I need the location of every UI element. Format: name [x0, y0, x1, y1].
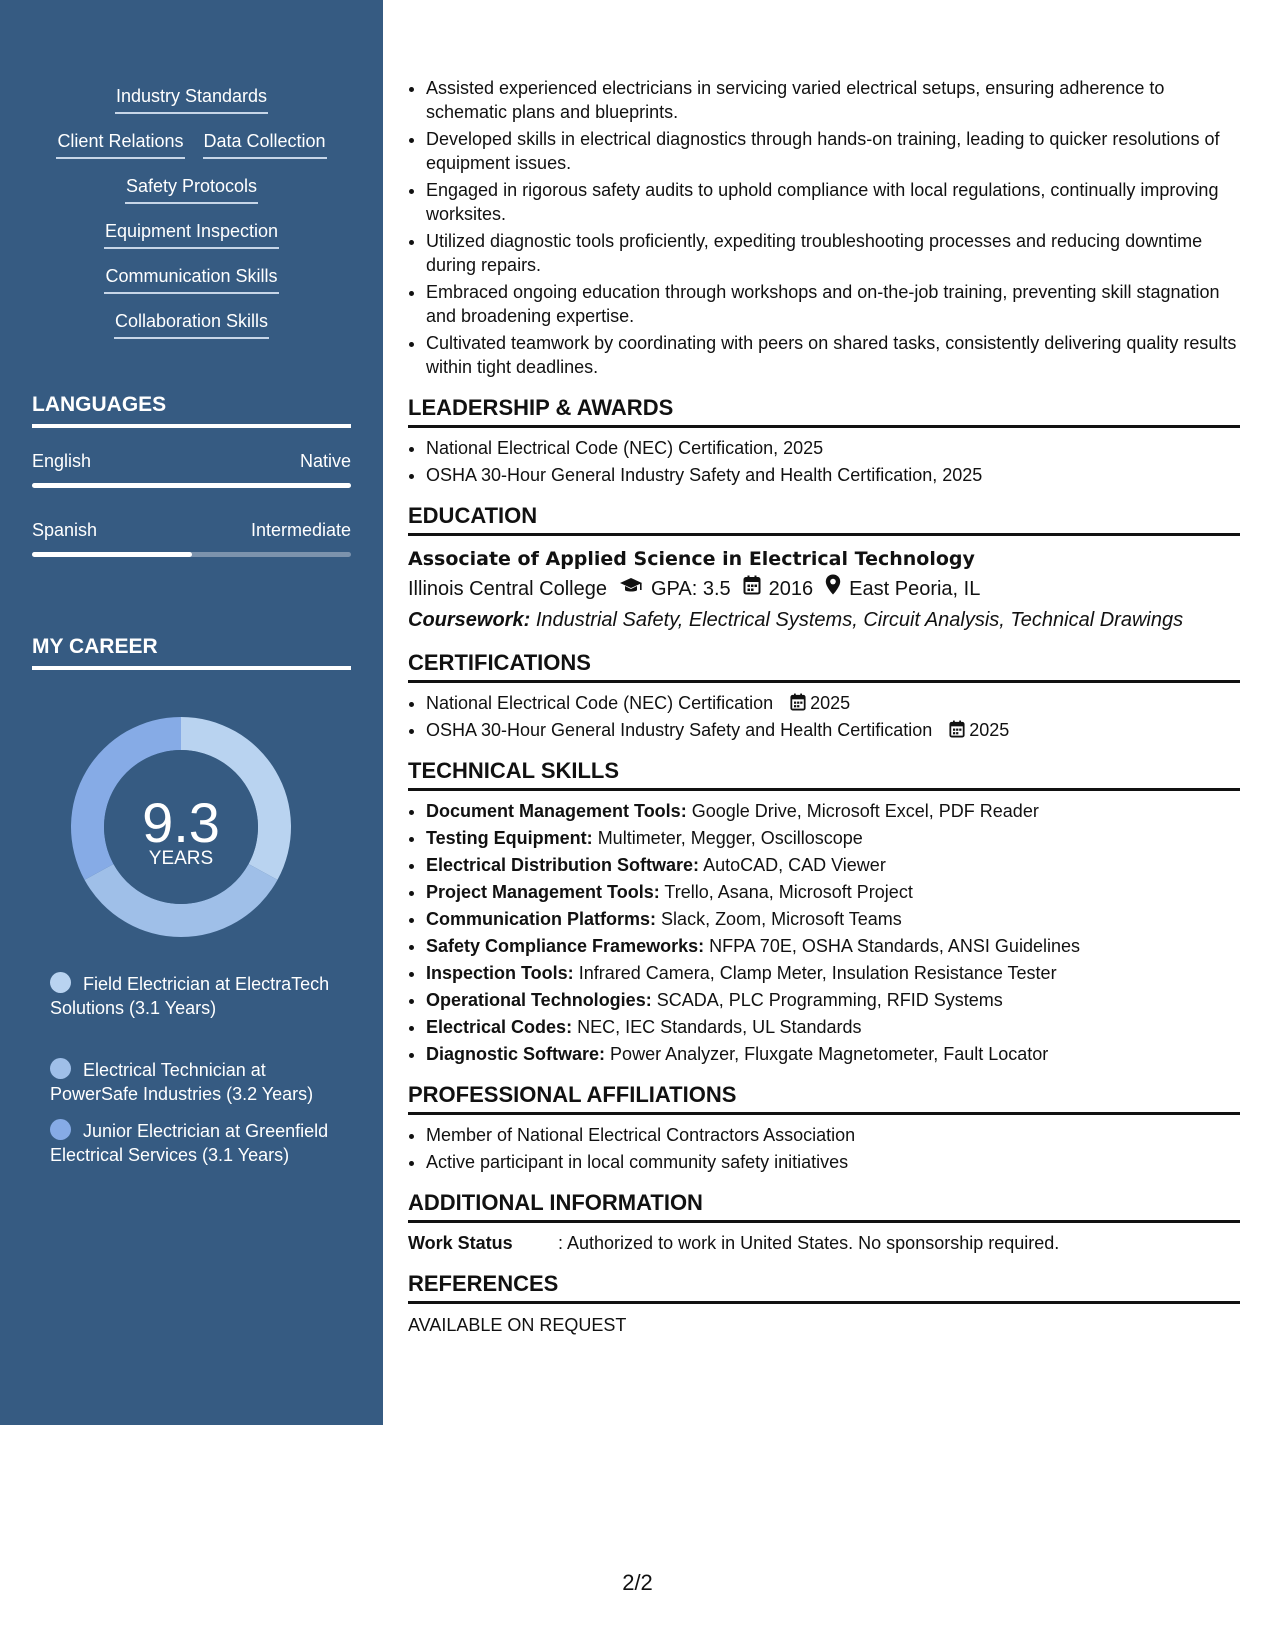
certification-name: National Electrical Code (NEC) Certification: [426, 693, 774, 713]
work-status-row: [408, 1231, 1240, 1255]
tech-skill-item: [426, 880, 1240, 904]
leadership-item: • OSHA 30-Hour General Industry Safety and Health Certification, 2025: [426, 463, 1240, 487]
experience-bullet: • Developed skills in electrical diagnostics through hands-on training, leading to quicker resolutions of equipment issues.: [426, 127, 1240, 175]
tech-skill-item: [426, 907, 1240, 931]
education-meta: [408, 574, 1240, 603]
tech-skill-item: [426, 853, 1240, 877]
technical-skills-heading: TECHNICAL SKILLS: [408, 758, 1240, 791]
tech-skill-value: Slack, Zoom, Microsoft Teams: [661, 909, 902, 929]
education-year: 2016: [768, 577, 814, 600]
tech-skill-value: Google Drive, Microsoft Excel, PDF Reader: [691, 801, 1039, 821]
technical-skills-list: [408, 799, 1240, 1066]
affiliation-item: • Member of National Electrical Contractors Association: [426, 1123, 1240, 1147]
tech-skill-label: Project Management Tools:: [426, 882, 660, 902]
certifications-list: [408, 691, 1240, 742]
tech-skill-value: Power Analyzer, Fluxgate Magnetometer, Fault Locator: [610, 1044, 1049, 1064]
skill-tag: Collaboration Skills: [114, 311, 269, 339]
career-legend-item: [50, 1119, 340, 1167]
tech-skill-label: Inspection Tools:: [426, 963, 574, 983]
career-heading: MY CAREER: [32, 634, 351, 670]
affiliation-item: • Active participant in local community safety initiatives: [426, 1150, 1240, 1174]
tech-skill-value: Trello, Asana, Microsoft Project: [664, 882, 913, 902]
skills-list: [0, 86, 383, 356]
languages-heading: LANGUAGES: [32, 392, 351, 428]
additional-info-heading: ADDITIONAL INFORMATION: [408, 1190, 1240, 1223]
tech-skill-label: Document Management Tools:: [426, 801, 687, 821]
tech-skill-value: Infrared Camera, Clamp Meter, Insulation Resistance Tester: [578, 963, 1057, 983]
legend-dot: [50, 1058, 71, 1079]
skill-tag: Industry Standards: [115, 86, 268, 114]
certification-year: 2025: [810, 693, 851, 713]
education-gpa: GPA: 3.5: [650, 577, 731, 600]
tech-skill-value: NEC, IEC Standards, UL Standards: [577, 1017, 862, 1037]
experience-bullet: • Utilized diagnostic tools proficiently, expediting troubleshooting processes and reducing downtime during repairs.: [426, 229, 1240, 277]
certification-date: [790, 693, 850, 713]
language-name: English: [32, 451, 92, 471]
language-english: [32, 450, 351, 488]
education-degree: Associate of Applied Science in Electrical Technology: [408, 548, 975, 570]
skill-tag: Communication Skills: [104, 266, 278, 294]
career-donut-chart: [66, 712, 296, 942]
education-heading: EDUCATION: [408, 503, 1240, 536]
tech-skill-label: Electrical Codes:: [426, 1017, 573, 1037]
tech-skill-label: Diagnostic Software:: [426, 1044, 606, 1064]
leadership-item: • National Electrical Code (NEC) Certification, 2025: [426, 436, 1240, 460]
tech-skill-label: Communication Platforms:: [426, 909, 657, 929]
certification-year: 2025: [969, 720, 1010, 740]
graduation-cap-icon: [619, 575, 643, 603]
language-spanish: [32, 519, 351, 557]
experience-bullet: • Cultivated teamwork by coordinating with peers on shared tasks, consistently delivering quality results within tight deadlines.: [426, 331, 1240, 379]
calendar-icon: [949, 720, 965, 738]
main-content: [408, 76, 1240, 1337]
language-level: Intermediate: [250, 520, 351, 540]
sidebar: [0, 0, 383, 1425]
tech-skill-item: [426, 961, 1240, 985]
tech-skill-item: [426, 934, 1240, 958]
legend-dot: [50, 1119, 71, 1140]
tech-skill-label: Testing Equipment:: [426, 828, 593, 848]
legend-dot: [50, 972, 71, 993]
career-unit: YEARS: [148, 848, 214, 869]
coursework-label: Coursework:: [408, 609, 531, 631]
language-bar: [32, 552, 351, 557]
experience-bullet: • Assisted experienced electricians in servicing varied electrical setups, ensuring adherence to schematic plans and blueprints.: [426, 76, 1240, 124]
certification-item: [426, 718, 1240, 742]
experience-bullets: [408, 76, 1240, 379]
education-coursework: [408, 606, 1240, 634]
language-bar-fill: [32, 483, 351, 488]
certifications-heading: CERTIFICATIONS: [408, 650, 1240, 683]
language-bar: [32, 483, 351, 488]
skill-tag: Data Collection: [203, 131, 327, 159]
calendar-icon: [790, 693, 806, 711]
page-number: 2/2: [622, 1570, 653, 1595]
experience-bullet: • Embraced ongoing education through workshops and on-the-job training, preventing skill stagnation and broadening expertise.: [426, 280, 1240, 328]
certification-item: [426, 691, 1240, 715]
career-legend-item: [50, 1058, 340, 1106]
language-name: Spanish: [32, 520, 98, 540]
tech-skill-value: AutoCAD, CAD Viewer: [703, 855, 886, 875]
experience-bullet: • Engaged in rigorous safety audits to uphold compliance with local regulations, continually improving worksites.: [426, 178, 1240, 226]
references-heading: REFERENCES: [408, 1271, 1240, 1304]
tech-skill-value: NFPA 70E, OSHA Standards, ANSI Guidelines: [709, 936, 1080, 956]
work-status-label: Work Status: [408, 1233, 513, 1253]
tech-skill-value: Multimeter, Megger, Oscilloscope: [597, 828, 863, 848]
certification-date: [949, 720, 1009, 740]
tech-skill-item: [426, 1042, 1240, 1066]
map-pin-icon: [825, 574, 841, 603]
career-job-label: Field Electrician at ElectraTech Solutions (3.1 Years): [50, 974, 330, 1018]
leadership-heading: LEADERSHIP & AWARDS: [408, 395, 1240, 428]
skill-tag: Client Relations: [56, 131, 184, 159]
tech-skill-item: [426, 988, 1240, 1012]
work-status-value: : Authorized to work in United States. No sponsorship required.: [558, 1233, 1060, 1253]
education-location: East Peoria, IL: [849, 577, 981, 600]
tech-skill-item: [426, 799, 1240, 823]
tech-skill-item: [426, 826, 1240, 850]
tech-skill-label: Electrical Distribution Software:: [426, 855, 700, 875]
career-legend-item: [50, 972, 340, 1020]
skill-tag: Equipment Inspection: [104, 221, 279, 249]
career-job-label: Junior Electrician at Greenfield Electrical Services (3.1 Years): [50, 1121, 329, 1165]
career-job-label: Electrical Technician at PowerSafe Industries (3.2 Years): [50, 1060, 314, 1104]
education-school: Illinois Central College: [408, 577, 607, 600]
skill-tag: Safety Protocols: [125, 176, 258, 204]
tech-skill-label: Safety Compliance Frameworks:: [426, 936, 705, 956]
tech-skill-item: [426, 1015, 1240, 1039]
certification-name: OSHA 30-Hour General Industry Safety and Health Certification: [426, 720, 933, 740]
language-bar-fill: [32, 552, 192, 557]
affiliations-heading: PROFESSIONAL AFFILIATIONS: [408, 1082, 1240, 1115]
references-text: AVAILABLE ON REQUEST: [408, 1315, 627, 1335]
leadership-list: [408, 436, 1240, 487]
language-level: Native: [299, 451, 351, 471]
tech-skill-label: Operational Technologies:: [426, 990, 652, 1010]
calendar-icon: [743, 575, 761, 603]
tech-skill-value: SCADA, PLC Programming, RFID Systems: [656, 990, 1003, 1010]
affiliations-list: [408, 1123, 1240, 1174]
career-total: 9.3: [142, 791, 220, 854]
coursework-value: Industrial Safety, Electrical Systems, Circuit Analysis, Technical Drawings: [535, 609, 1184, 631]
